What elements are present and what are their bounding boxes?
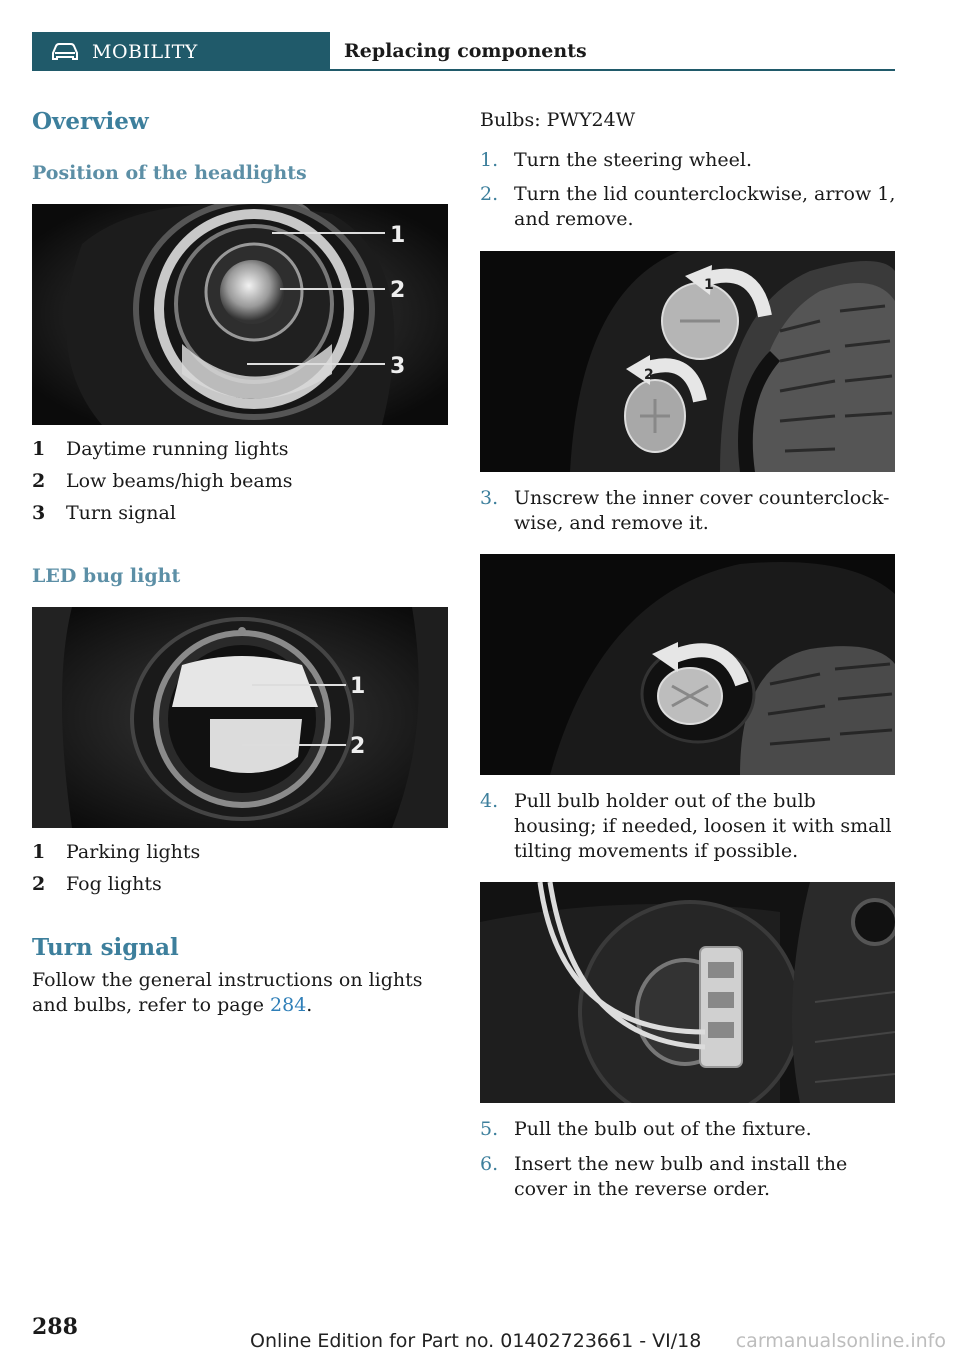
watermark: carmanualsonline.info [735, 1330, 946, 1352]
turn-signal-text-body: Follow the general instructions on lights and bulbs, refer to page [32, 969, 423, 1016]
lid-arrow-label-1: 1 [704, 277, 714, 293]
overview-heading: Overview [32, 108, 149, 135]
legend-label: Daytime running lights [66, 438, 289, 460]
page-number: 288 [32, 1314, 78, 1340]
turn-signal-heading: Turn signal [32, 934, 179, 961]
section-tab [32, 32, 330, 71]
section-label: MOBILITY [92, 40, 198, 63]
turn-signal-text [32, 968, 432, 1018]
step-text: Pull bulb holder out of the bulb housing; if needed, loosen it with small tilting movements if possible. [514, 790, 892, 862]
page-header [32, 32, 895, 71]
turn-signal-text-end: . [306, 994, 313, 1016]
step-number: 2. [480, 183, 499, 205]
bulb-holder-figure [480, 882, 895, 1103]
legend-label: Parking lights [66, 841, 201, 863]
step-number: 5. [480, 1118, 499, 1140]
bug-light-heading: LED bug light [32, 565, 181, 587]
legend-number: 1 [32, 841, 46, 863]
bug-label-1: 1 [350, 674, 366, 699]
edition-footer: Online Edition for Part no. 01402723661 - VI/18 [250, 1330, 702, 1352]
inner-cover-figure [480, 554, 895, 775]
legend-label: Low beams/high beams [66, 470, 293, 492]
bug-label-2: 2 [350, 734, 366, 759]
chapter-title-bar [330, 32, 895, 71]
headlight-figure [32, 204, 448, 425]
step-text: Insert the new bulb and install the cover in the reverse order. [514, 1153, 848, 1200]
page-reference-link[interactable]: 284 [270, 994, 307, 1016]
legend-number: 2 [32, 873, 46, 895]
lid-removal-figure [480, 251, 895, 472]
legend-number: 3 [32, 502, 46, 524]
legend-label: Turn signal [66, 502, 176, 524]
legend-number: 2 [32, 470, 46, 492]
chapter-title: Replacing components [344, 39, 587, 62]
step-number: 3. [480, 487, 499, 509]
step-text: Turn the steering wheel. [514, 149, 753, 171]
car-icon [50, 42, 80, 62]
headlights-heading: Position of the headlights [32, 162, 307, 184]
headlight-label-2: 2 [390, 278, 406, 303]
step-number: 6. [480, 1153, 499, 1175]
legend-number: 1 [32, 438, 46, 460]
lid-arrow-label-2: 2 [644, 367, 654, 383]
step-number: 4. [480, 790, 499, 812]
headlight-label-3: 3 [390, 354, 406, 379]
step-text: Turn the lid counterclockwise, arrow 1, and remove. [514, 183, 896, 230]
step-number: 1. [480, 149, 499, 171]
bug-light-figure [32, 607, 448, 828]
legend-label: Fog lights [66, 873, 162, 895]
bulb-type: Bulbs: PWY24W [480, 109, 636, 131]
step-text: Pull the bulb out of the fixture. [514, 1118, 812, 1140]
step-text: Unscrew the inner cover counterclock-wise, and remove it. [514, 487, 890, 534]
headlight-label-1: 1 [390, 223, 406, 248]
